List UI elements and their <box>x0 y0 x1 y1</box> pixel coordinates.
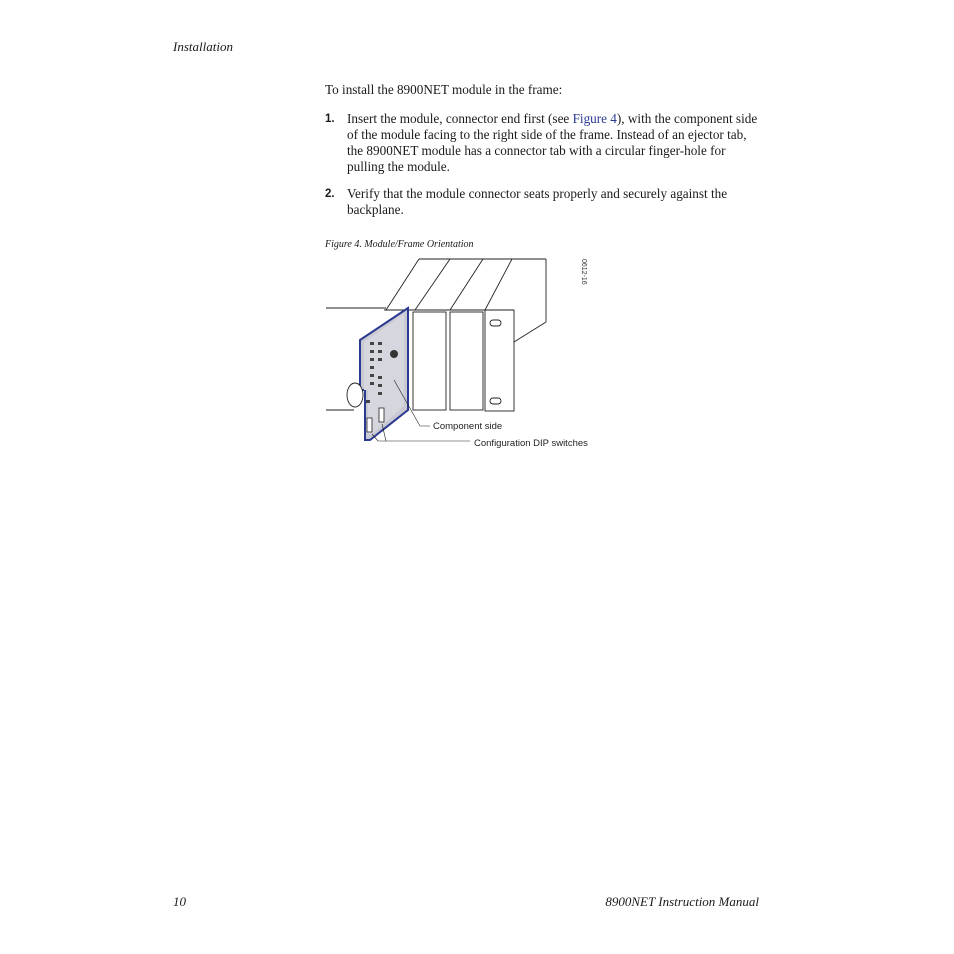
step-text: Verify that the module connector seats properly and securely against the backplane. <box>347 186 728 217</box>
dip-switches-label: Configuration DIP switches <box>474 438 588 449</box>
step-text: Insert the module, connector end first (see Figure 4), with the component side of the module facing to the right side of the frame. Instead of an ejector tab, the 8900NET module has a connector tab with a circular finger-hole for pulling the module. <box>347 111 758 174</box>
running-header: Installation <box>173 39 233 54</box>
module-frame-illustration <box>320 250 620 460</box>
step-2 <box>325 186 765 218</box>
step-number: 2. <box>325 188 335 200</box>
figure-4-link[interactable]: Figure 4 <box>572 111 617 126</box>
step-1 <box>325 111 765 175</box>
page-number: 10 <box>173 894 186 909</box>
component-side-label: Component side <box>433 421 503 432</box>
module-frame-figure <box>320 250 620 460</box>
manual-title: 8900NET Instruction Manual <box>605 894 759 909</box>
intro-paragraph: To install the 8900NET module in the frame: <box>325 82 563 97</box>
step-number: 1. <box>325 113 335 125</box>
figure-caption: Figure 4. Module/Frame Orientation <box>325 239 474 250</box>
figure-code: 0612-16 <box>580 259 587 285</box>
